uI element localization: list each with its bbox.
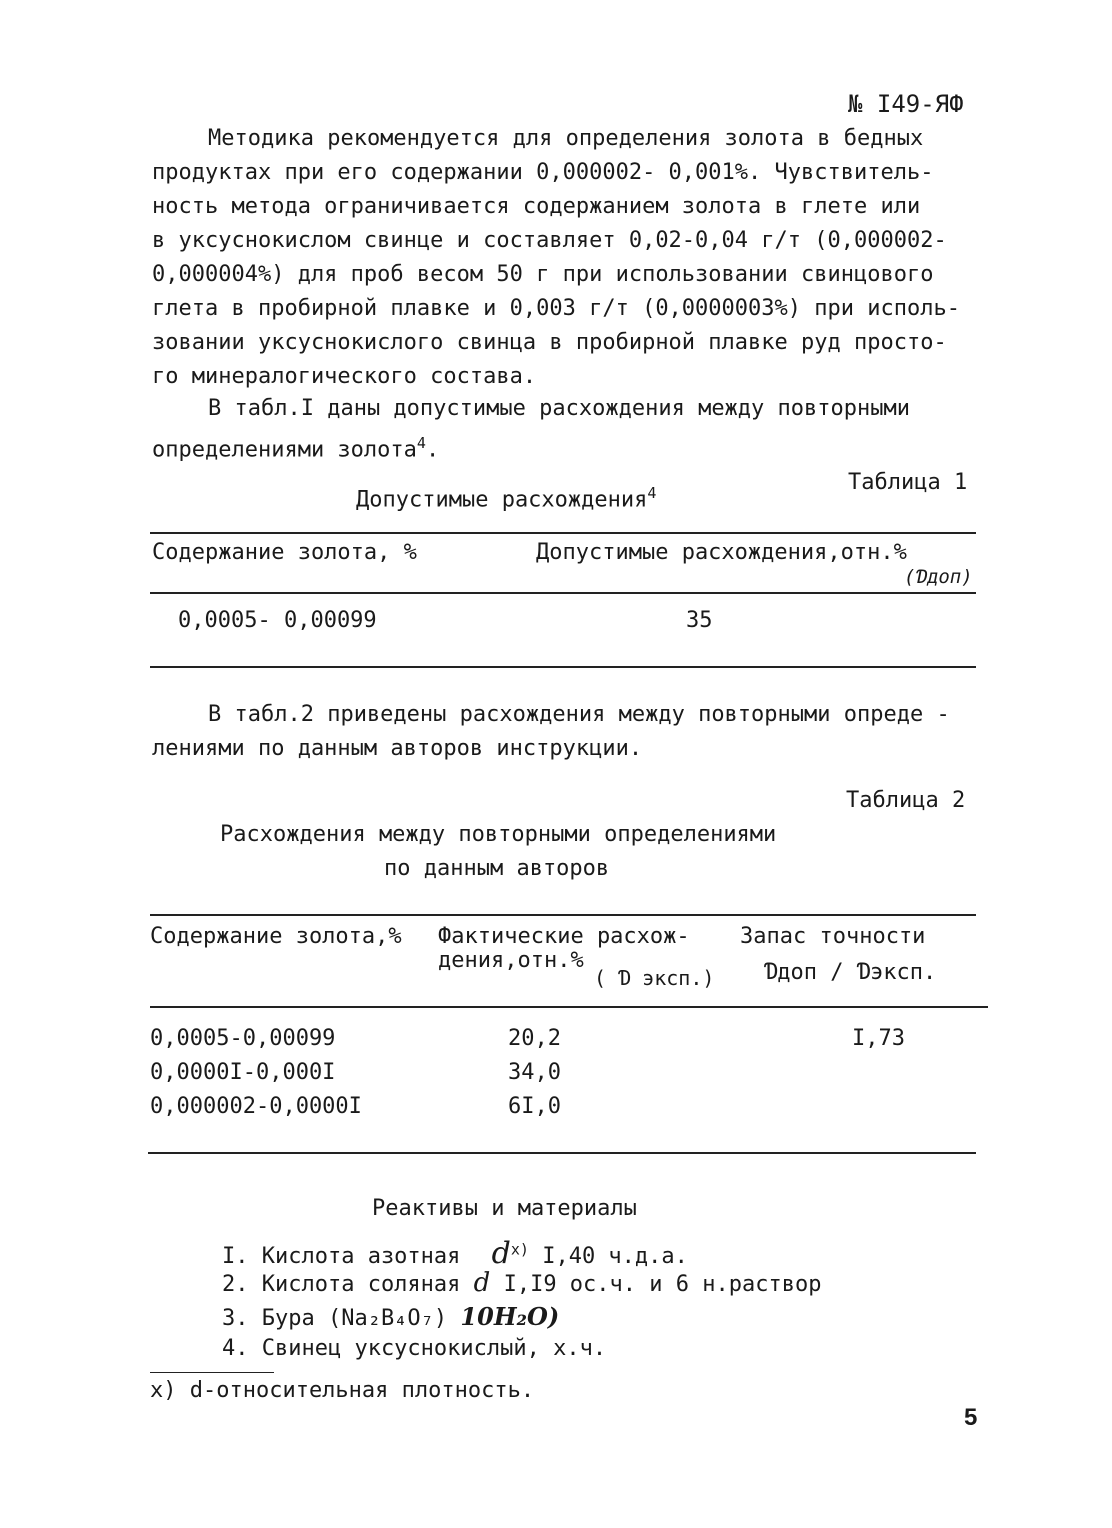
table2-title-line2: по данным авторов	[384, 856, 610, 881]
footnote: x) d-относительная плотность.	[150, 1378, 535, 1403]
ref2-line2: лениями по данным авторов инструкции.	[152, 736, 643, 761]
table2-row3-range: 0,000002-0,0000I	[150, 1094, 362, 1119]
reagent-item	[222, 1236, 688, 1271]
table1-row-value: 35	[686, 608, 713, 633]
table2-col2-header-symbol: ( Ɗ эксп.)	[594, 966, 715, 990]
table1-header-rule	[150, 592, 976, 594]
reagent-item	[222, 1302, 559, 1331]
table1-reference	[152, 392, 982, 467]
reagent-name: 2. Кислота соляная	[222, 1272, 461, 1297]
table2-col3-header-line2: Ɗдоп / Ɗэксп.	[764, 960, 937, 985]
reagent-spec: I,40 ч.д.а.	[542, 1244, 688, 1269]
density-footnote-ref: x)	[510, 1240, 529, 1259]
table1-title-sup: 4	[647, 484, 657, 502]
table2-bottom-rule	[148, 1152, 976, 1154]
table2-row3-value: 6I,0	[508, 1094, 561, 1119]
table2-col2-header-line2: дения,отн.%	[438, 948, 584, 973]
table2-row2-value: 34,0	[508, 1060, 561, 1085]
ref1-tail: .	[425, 437, 440, 463]
density-symbol: d	[473, 1268, 491, 1298]
table2-col2-header-line1: Фактические расхож-	[438, 924, 690, 949]
handwritten-formula: 10H₂O)	[460, 1302, 560, 1331]
intro-line: го минералогического состава.	[152, 364, 537, 389]
table2-row2-range: 0,0000I-0,000I	[150, 1060, 336, 1085]
table1-col1-header: Содержание золота, %	[152, 540, 417, 565]
intro-line: продуктах при его содержании 0,000002- 0,001%. Чувствитель-	[152, 160, 934, 185]
ref1-text: определениями золота	[152, 437, 417, 463]
intro-line: ность метода ограничивается содержанием золота в глете или	[152, 194, 921, 219]
intro-line: глета в пробирной плавке и 0,003 г/т (0,0000003%) при исполь-	[152, 296, 960, 321]
footnote-ref: 4	[416, 434, 426, 452]
reagent-item	[222, 1268, 821, 1298]
table2-col1-header: Содержание золота,%	[150, 924, 402, 949]
reagent-spec: I,I9 ос.ч. и 6 н.раствор	[503, 1272, 822, 1297]
reagent-name: I. Кислота азотная	[222, 1244, 461, 1269]
table2-title-line1: Расхождения между повторными определениями	[220, 822, 777, 847]
table2-reference	[152, 698, 982, 766]
table2-top-rule	[150, 914, 976, 916]
table1-label: Таблица 1	[848, 470, 968, 495]
table2-label: Таблица 2	[846, 788, 966, 813]
reagent-name: 4. Свинец уксуснокислый, х.ч.	[222, 1336, 607, 1361]
table1-top-rule	[150, 532, 976, 534]
footnote-separator	[150, 1372, 274, 1373]
table2-row1-range: 0,0005-0,00099	[150, 1026, 336, 1051]
table2-row1-value: 20,2	[508, 1026, 561, 1051]
table1-col2-header: Допустимые расхождения,отн.%	[536, 540, 907, 565]
table1-row-range: 0,0005- 0,00099	[178, 608, 377, 633]
intro-paragraph	[152, 122, 982, 394]
ref1-line2	[152, 426, 982, 467]
intro-line: 0,000004%) для проб весом 50 г при использовании свинцового	[152, 262, 934, 287]
density-symbol: d	[491, 1236, 511, 1271]
table1-bottom-rule	[150, 666, 976, 668]
table1-title-text: Допустимые расхождения	[356, 487, 648, 513]
reagents-heading: Реактивы и материалы	[372, 1196, 637, 1221]
page-number: 5	[964, 1404, 978, 1431]
table2-header-rule	[150, 1006, 988, 1008]
document-number: № I49-ЯФ	[848, 90, 964, 118]
intro-line: в уксуснокислом свинце и составляет 0,02-0,04 г/т (0,000002-	[152, 228, 947, 253]
table2-col3-header-line1: Запас точности	[740, 924, 926, 949]
reagent-item	[222, 1336, 606, 1361]
intro-line: Методика рекомендуется для определения золота в бедных	[208, 126, 924, 151]
table1-col2-header-symbol: (Ɗдоп)	[904, 566, 973, 588]
reagent-name: 3. Бура (Na₂B₄O₇)	[222, 1306, 448, 1331]
ref1-line1: В табл.I даны допустимые расхождения между повторными	[208, 396, 910, 421]
table2-row1-margin: I,73	[852, 1026, 905, 1051]
ref2-line1: В табл.2 приведены расхождения между повторными опреде -	[208, 702, 950, 727]
intro-line: зовании уксуснокислого свинца в пробирной плавке руд просто-	[152, 330, 947, 355]
table1-title	[356, 484, 656, 512]
